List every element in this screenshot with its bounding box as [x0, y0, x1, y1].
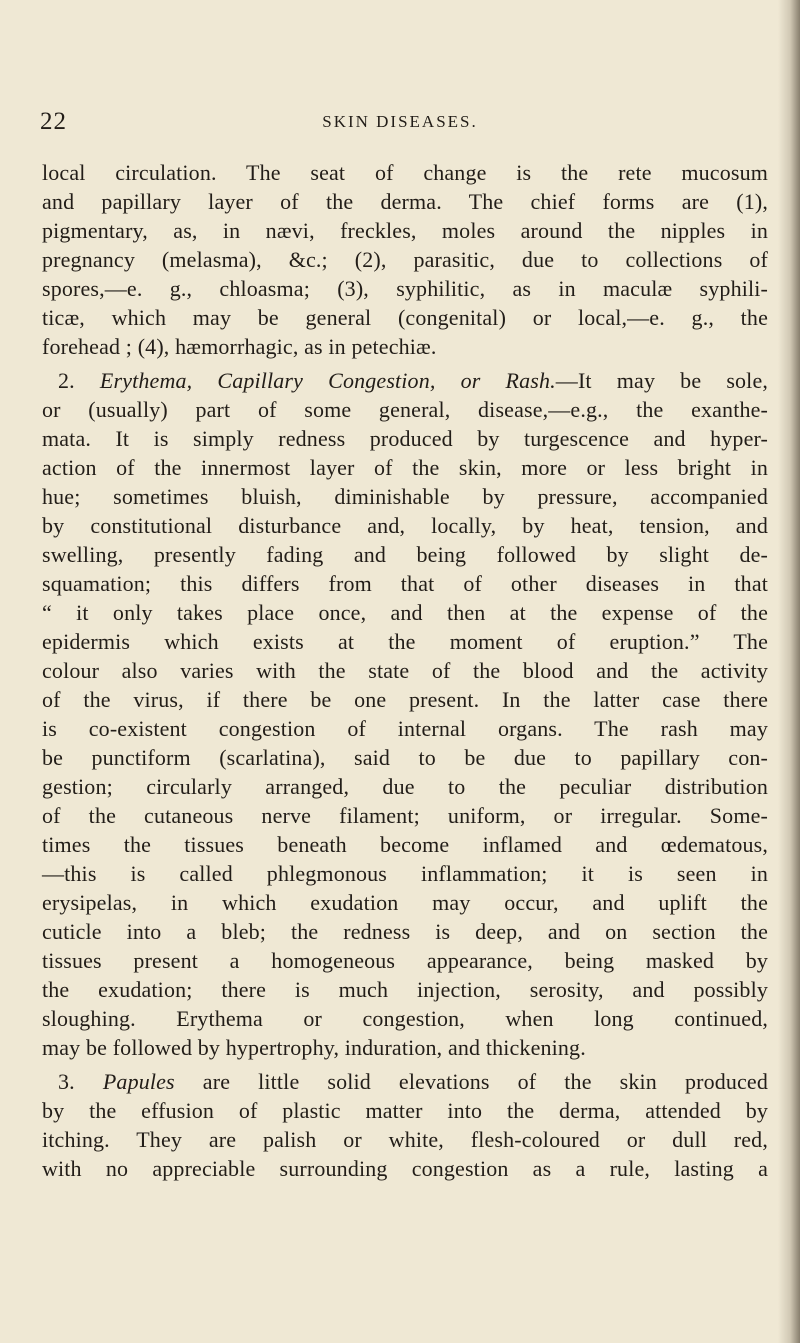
text-line: forehead ; (4), hæmorrhagic, as in petechiæ.	[42, 334, 437, 359]
text-line: itching. They are palish or white, flesh-coloured or dull red,	[42, 1127, 768, 1152]
text-line: pregnancy (melasma), &c.; (2), parasitic, due to collections of	[42, 247, 768, 272]
text-line	[42, 366, 768, 395]
paragraph-papules	[42, 1067, 768, 1183]
text-line: by constitutional disturbance and, locally, by heat, tension, and	[42, 513, 768, 538]
text-line	[42, 1067, 768, 1096]
text-line: by the effusion of plastic matter into the derma, attended by	[42, 1098, 768, 1123]
section-number: 2.	[58, 368, 75, 393]
text-line: and papillary layer of the derma. The chief forms are (1),	[42, 189, 768, 214]
text-line: ticæ, which may be general (congenital) or local,—e. g., the	[42, 305, 768, 330]
text-line: gestion; circularly arranged, due to the peculiar distribution	[42, 774, 768, 799]
paragraph-pigmentation	[42, 158, 768, 361]
paragraph-erythema	[42, 366, 768, 1062]
section-heading: Papules	[102, 1069, 175, 1094]
text-line: be punctiform (scarlatina), said to be due to papillary con-	[42, 745, 768, 770]
text-line: mata. It is simply redness produced by turgescence and hyper-	[42, 426, 768, 451]
text-line: times the tissues beneath become inflamed and œdematous,	[42, 832, 768, 857]
text-line: cuticle into a bleb; the redness is deep, and on section the	[42, 919, 768, 944]
text-line: hue; sometimes bluish, diminishable by pressure, accompanied	[42, 484, 768, 509]
text-line: of the cutaneous nerve filament; uniform, or irregular. Some-	[42, 803, 768, 828]
text-line: swelling, presently fading and being followed by slight de-	[42, 542, 768, 567]
text-line: with no appreciable surrounding congestion as a rule, lasting a	[42, 1156, 768, 1181]
page-edge-shadow	[778, 0, 800, 1343]
text-fragment: are little solid elevations of the skin produced	[174, 1069, 768, 1094]
text-line: is co-existent congestion of internal organs. The rash may	[42, 716, 768, 741]
text-line: the exudation; there is much injection, serosity, and possibly	[42, 977, 768, 1002]
text-line: pigmentary, as, in nævi, freckles, moles around the nipples in	[42, 218, 768, 243]
text-line: epidermis which exists at the moment of eruption.” The	[42, 629, 768, 654]
text-line: colour also varies with the state of the blood and the activity	[42, 658, 768, 683]
body-text	[42, 158, 768, 1188]
page-number: 22	[40, 108, 67, 135]
text-line: action of the innermost layer of the skin, more or less bright in	[42, 455, 768, 480]
page-header	[20, 108, 780, 138]
text-line: or (usually) part of some general, disease,—e.g., the exanthe-	[42, 397, 768, 422]
text-line: “ it only takes place once, and then at the expense of the	[42, 600, 768, 625]
running-head: SKIN DISEASES.	[322, 112, 478, 131]
text-line: erysipelas, in which exudation may occur, and uplift the	[42, 890, 768, 915]
section-heading: Erythema, Capillary Congestion, or Rash.	[99, 368, 556, 393]
text-line: of the virus, if there be one present. In the latter case there	[42, 687, 768, 712]
text-line: local circulation. The seat of change is the rete mucosum	[42, 160, 768, 185]
text-line: spores,—e. g., chloasma; (3), syphilitic, as in maculæ syphili-	[42, 276, 768, 301]
section-number: 3.	[58, 1069, 75, 1094]
text-line: may be followed by hypertrophy, induration, and thickening.	[42, 1035, 586, 1060]
text-line: squamation; this differs from that of other diseases in that	[42, 571, 768, 596]
text-fragment: —It may be sole,	[555, 368, 769, 393]
text-line: tissues present a homogeneous appearance, being masked by	[42, 948, 768, 973]
text-line: sloughing. Erythema or congestion, when long continued,	[42, 1006, 768, 1031]
text-line: —this is called phlegmonous inflammation; it is seen in	[42, 861, 768, 886]
